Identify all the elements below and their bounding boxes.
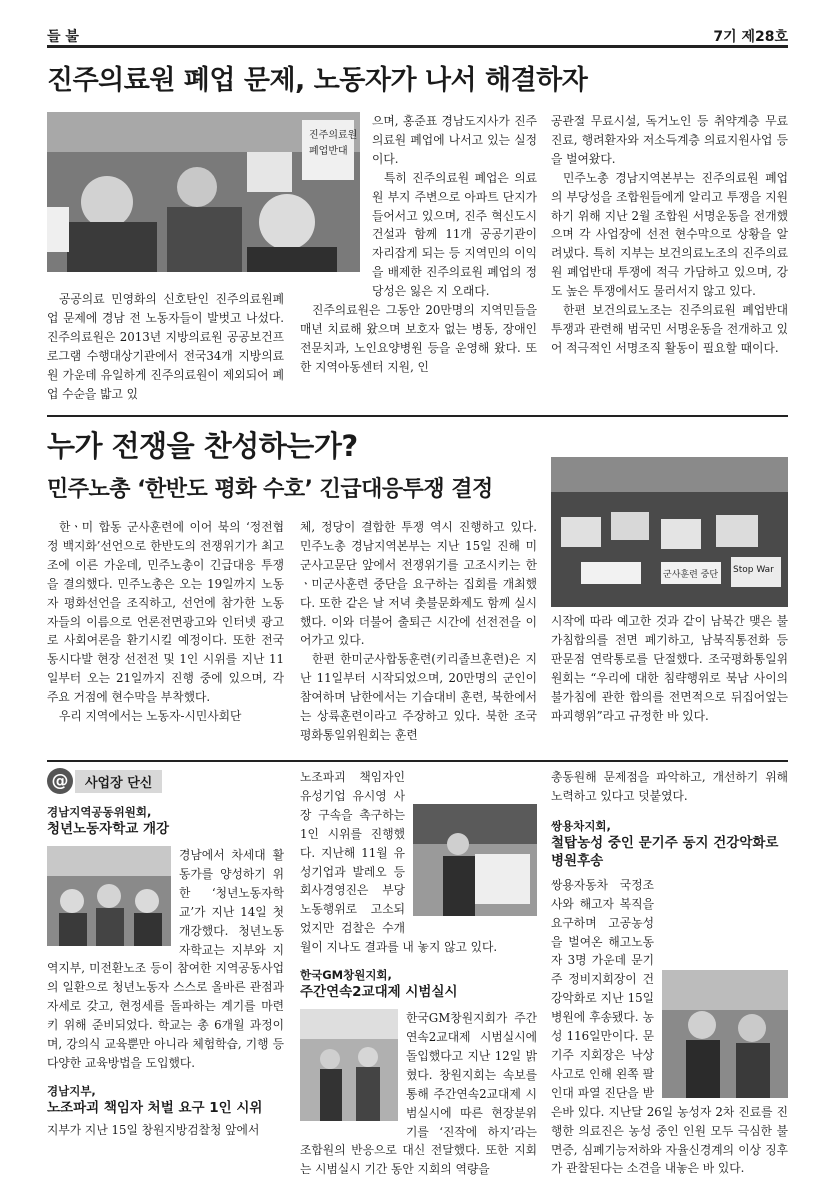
issue-number: 7기 제28호 [713, 29, 788, 45]
article2-subtitle: 민주노총 ‘한반도 평화 수호’ 긴급대응투쟁 결정 [47, 477, 493, 502]
brief-title: 노조파괴 책임자 처벌 요구 1인 시위 [47, 1099, 263, 1116]
brief2-photo [413, 804, 537, 916]
photo-sign-text: 진주의료원 [309, 130, 358, 141]
brief4-photo [662, 970, 788, 1098]
photo-sign-text: 군사훈련 중단 [663, 570, 719, 580]
brief-org: 경남지부, [47, 1083, 96, 1098]
brief-title: 청년노동자학교 개강 [47, 821, 170, 837]
article2-col1: 한ㆍ미 합동 군사훈련에 이어 북의 ‘정전협정 백지화’선언으로 한반도의 전쟁위기가 최고조에 이른 가운데, 민주노총이 긴급대응 투쟁을 결의했다. 민주노총은 오는 19일까지 노동자 평화선언을 조직하고, 선언에 참가한 노동자들의 이름으로 언론전면광고와 인터넷 광고로 사회여론을 환기시킬 예정이다. 또한 전국동시다발 현장 선전전 및 1인 시위를 지난 11일부터 오는 21일까지 진행 중에 있으며, 각 주요 거점에 현수막을 부착했다. 우리 지역에서는 노동자-시민사회단 [47, 520, 284, 724]
briefs-col3: 총동원해 문제점을 파악하고, 개선하기 위해 노력하고 있다고 덧붙였다. 쌍용차지회, 철탑농성 중인 문기주 동지 건강악화로 병원후송 쌍용자동차 국정조사와 해고자 복직을 요구하며 고공농성을 벌여온 해고노동자 3명 가운데 문기주 정비지회장이 건강악화로 지난 15일 병원에 후송됐다. 농성 116일만이다. 문기주 지회장은 낙상사고로 인해 왼쪽 팔 인대 파열 진단을 받은바 있다. 지난달 26일 농성자 2차 진료를 진행한 의료진은 농성 중인 인원 모두 극심한 불면증, 심폐기능저하와 자율신경계의 이상 징후가 관찰된다는 소견을 내놓은 바 있다. [551, 770, 788, 1176]
article1-col1: 공공의료 민영화의 신호탄인 진주의료원폐업 문제에 경남 전 노동자들이 발벗고 나섰다. 진주의료원은 2013년 지방의료원 공공보건프로그램 수행대상기관에서 전국34개 지방의료원 가운데 유일하게 진주의료원이 제외되어 폐업 수순을 밟고 있 [47, 292, 284, 401]
article1-title: 진주의료원 폐업 문제, 노동자가 나서 해결하자 [47, 65, 588, 96]
brief-org: 쌍용차지회, [551, 818, 611, 833]
article1-col2: 으며, 홍준표 경남도지사가 진주의료원 폐업에 나서고 있는 실정이다. 특히 진주의료원 폐업은 의료원 부지 주변으로 아파트 단지가 들어서고 있으며, 진주 혁신도시 건설과 함께 11개 공공기관이 자리잡게 되는 등 지역민의 이익을 배제한 진주의료원 폐업의 정당성은 잃은 지 오래다. 진주의료원은 그동안 20만명의 지역민들을 매년 치료해 왔으며 보호자 없는 병동, 장애인전문치과, 노인요양병원 등을 운영해 왔다. 또한 지역아동센터 지원, 인 [300, 114, 537, 374]
brief-org: 한국GM창원지회, [300, 968, 392, 983]
brief-org: 경남지역공동위원회, [47, 805, 152, 819]
briefs-col2: 노조파괴 책임자인 유성기업 유시영 사장 구속을 촉구하는 1인 시위를 진행했다. 지난해 11월 유성기업과 발레오 등 회사경영진은 부당노동행위로 고소되었지만 검찰은 수개월이 지나도 결과를 내 놓지 않고 있다. 한국GM창원지회, 주간연속2교대제 시범실시 한국GM창원지회가 주간연속2교대제 시범실시에 돌입했다고 지난 12일 밝혔다. 창원지회는 속보를 통해 주간연속2교대제 시범실시에 따른 현장분위기를 ‘진작에 하지’라는 조합원의 반응으로 대신 전달했다. 또한 지회는 시범실시 기간 동안 지회의 역량을 [300, 770, 537, 1177]
brief-title: 주간연속2교대제 시범실시 [300, 984, 458, 1001]
at-icon: @ [47, 768, 73, 794]
header-rule [47, 45, 788, 48]
photo-sign-text: Stop War [733, 565, 774, 575]
briefs-col1: @ 사업장 단신 경남지역공동위원회, 청년노동자학교 개강 경남에서 차세대 활동가를 양성하기 위한 ‘청년노동자학교’가 지난 14일 첫 개강했다. 청년노동자학교는 지부와 지역지부, 미전환노조 등이 참여한 지역공동사업의 일환으로 청년노동자 스스로 올바른 관점과 자세로 갖고, 현정세를 돌파하는 계기를 마련키 위해 준비되었다. 학교는 총 6개월 과정이며, 강의식 교육뿐만 아니라 체험학습, 기행 등 다양한 교육방법을 도입했다. 경남지부, 노조파괴 책임자 처벌 요구 1인 시위 지부가 지난 15일 창원지방검찰청 앞에서 [47, 768, 284, 1140]
photo-sign-text: 폐업반대 [309, 146, 348, 157]
article2-title: 누가 전쟁을 찬성하는가? [47, 429, 358, 463]
article2-photo [551, 457, 788, 607]
brief-title: 철탑농성 중인 문기주 동지 건강악화로 병원후송 [551, 834, 779, 869]
brief3-photo [300, 1009, 398, 1121]
section-header [47, 768, 284, 794]
newspaper-name: 들 불 [47, 29, 79, 45]
article2-col3: 시작에 따라 예고한 것과 같이 남북간 맺은 불가침합의를 전면 폐기하고, 남북직통전화 등 판문점 연락통로를 단절했다. 조국평화통일위원회는 “우리에 대한 침략행위로 북남 사이의 불가침에 관한 합의를 전면적으로 뒤집어엎는 파괴행위”라고 규정한 바 있다. [551, 614, 788, 723]
article2-col2: 체, 정당이 결합한 투쟁 역시 진행하고 있다. 민주노총 경남지역본부는 지난 15일 진해 미군사고문단 앞에서 전쟁위기를 고조시키는 한ㆍ미군사훈련 중단을 요구하는 집회를 개최했다. 또한 같은 날 저녁 촛불문화제도 함께 실시했다. 이와 더불어 출퇴근 시간에 선전전을 이어가고 있다. 한편 한미군사합동훈련(키리졸브훈련)은 지난 11일부터 시작되었으며, 20만명의 군인이 참여하며 남한에서는 기습대비 훈련, 북한에서는 상륙훈련이라고 주장하고 있다. 북한 조국평화통일위원회는 훈련 [300, 520, 537, 742]
brief1-photo [47, 846, 171, 946]
section-title: 사업장 단신 [75, 770, 162, 793]
section-rule [47, 415, 788, 417]
section-rule [47, 760, 788, 762]
article1-col3: 공관절 무료시설, 독거노인 등 취약계층 무료진료, 행려환자와 저소득계층 의료지원사업 등을 벌여왔다. 민주노총 경남지역본부는 진주의료원 폐업의 부당성을 조합원들에게 알리고 투쟁을 지원하기 위해 지난 2월 조합원 서명운동을 전개했으며 각 사업장에 선전 현수막으로 상황을 알려냈다. 특히 지부는 보건의료노조의 진주의료원 폐업반대 투쟁에 적극 가담하고 있으며, 강도 높은 투쟁에서도 물러서지 않고 있다. 한편 보건의료노조는 진주의료원 폐업반대 투쟁과 관련해 범국민 서명운동을 전개하고 있어 적극적인 서명조직 활동이 필요할 때이다. [551, 114, 788, 355]
